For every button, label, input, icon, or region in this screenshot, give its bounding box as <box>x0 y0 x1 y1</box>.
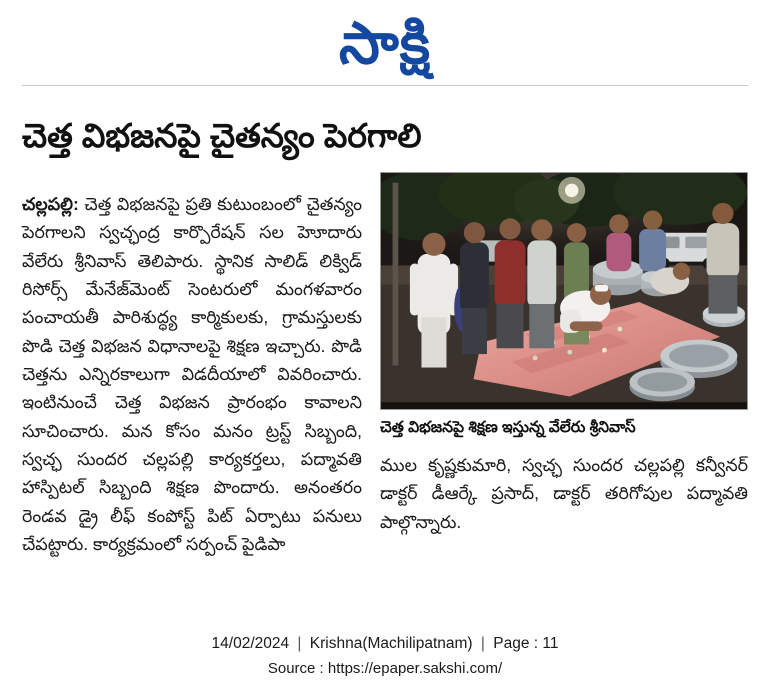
masthead <box>22 0 748 92</box>
footer-date: 14/02/2024 <box>211 635 290 653</box>
article-body <box>22 172 748 575</box>
footer-edition: Krishna(Machilipatnam) <box>309 635 473 653</box>
dateline: చల్లపల్లి: <box>22 193 79 214</box>
photo-caption: చెత్త విభజనపై శిక్షణ ఇస్తున్న వేలేరు శ్రీనివాస్ <box>380 419 636 437</box>
sakshi-logo: సాక్షి <box>338 11 432 76</box>
photo-illustration <box>381 173 747 402</box>
waste-segregation-training-photo <box>380 172 748 410</box>
footer-source-url[interactable]: https://epaper.sakshi.com/ <box>327 660 503 677</box>
left-column-paragraph <box>22 190 362 558</box>
right-column <box>380 172 748 553</box>
masthead-divider <box>22 85 748 86</box>
footer-source-label: Source : <box>267 660 324 677</box>
footer-meta <box>0 632 770 657</box>
footer-source <box>0 657 770 681</box>
footer-separator-1: | <box>297 635 302 653</box>
footer <box>0 632 770 681</box>
footer-page-number: Page : 11 <box>493 635 559 653</box>
footer-separator-2: | <box>480 635 485 653</box>
right-column-text: ముల కృష్ణకుమారి, స్వచ్ఛ సుందర చల్లపల్లి కన్వీనర్ డాక్టర్ డీఆర్కే ప్రసాద్, డాక్టర్ తరిగోపుల పద్మావతి పాల్గొన్నారు. <box>380 455 748 532</box>
left-column-text: చెత్త విభజనపై ప్రతి కుటుంబంలో చైతన్యం పెరగాలని స్వచ్ఛంద్ర కార్పొరేషన్ సల హెూదారు వేలేరు శ్రీనివాస్ తెలిపారు. స్థానిక సాలిడ్ లిక్విడ్ రిసోర్స్ మేనేజ్‌మెంట్ సెంటరులో మంగళవారం పంచాయతీ పారిశుద్ధ్య కార్మికులకు, గ్రామస్తులకు పొడి చెత్త విభజన విధానాలపై శిక్షణ ఇచ్చారు. పొడి చెత్తను ఎన్నిరకాలుగా విడదీయాలో వివరించారు. ఇంటినుంచే చెత్త విభజన ప్రారంభం కావాలని సూచించారు. మన కోసం మనం ట్రస్ట్ సిబ్బంది, స్వచ్ఛ సుందర చల్లపల్లి కార్యకర్తలు, పద్మావతి హాస్పిటల్ సిబ్బంది శిక్షణ పొందారు. అనంతరం రెండవ డ్రై లీఫ్ కంపోస్ట్ పిట్ ఏర్పాటు పనులు చేపట్టారు. కార్యక్రమంలో సర్పంచ్ పైడిపా <box>22 193 362 555</box>
article-headline: చెత్త విభజనపై చైతన్యం పెరగాలి <box>22 116 422 154</box>
left-column <box>22 172 362 575</box>
